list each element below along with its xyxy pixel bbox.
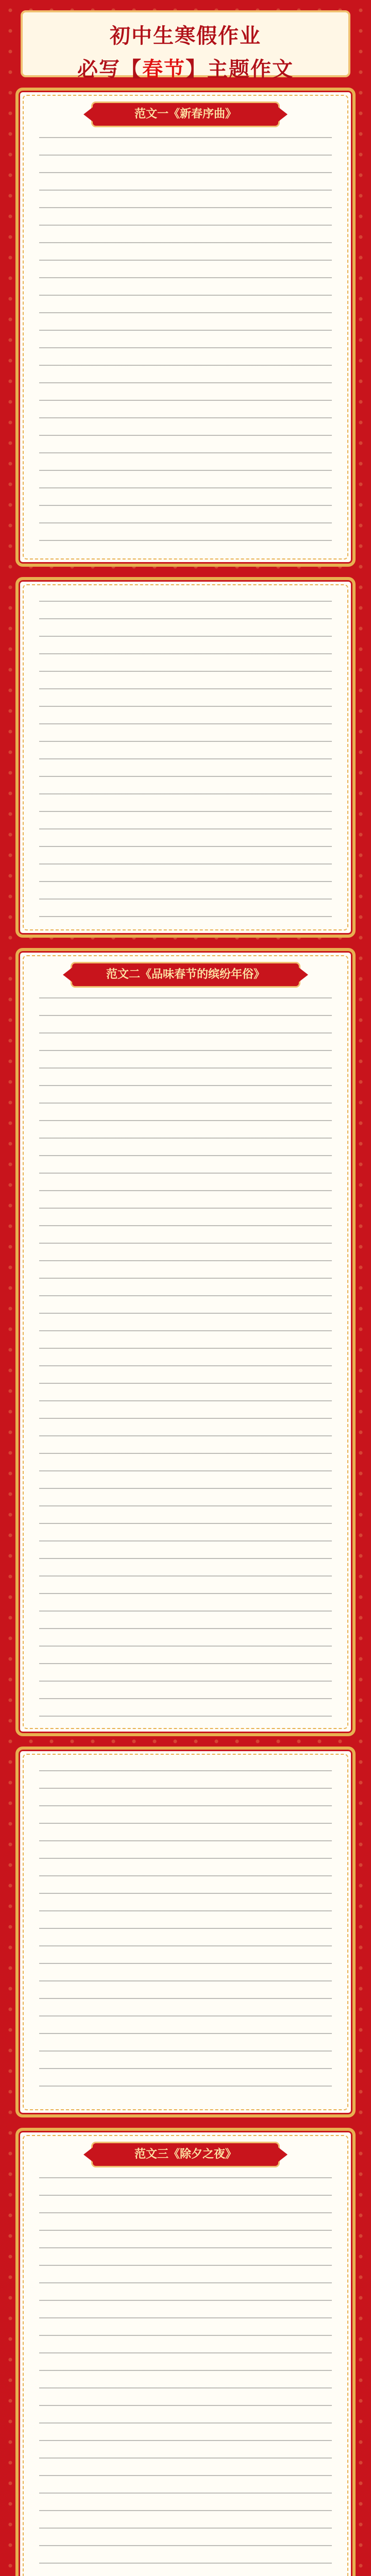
- essay-body-text: [39, 137, 332, 549]
- section-title: 范文三《除夕之夜》: [93, 2143, 278, 2166]
- essay-card-3: [15, 2128, 356, 2576]
- header-title-highlight: 春节: [142, 58, 185, 81]
- header-title-prefix: 必写【: [77, 58, 142, 81]
- essay-body-text: [39, 601, 332, 920]
- essay-body-text: [39, 1770, 332, 2100]
- section-title: 范文二《品味春节的缤纷年俗》: [72, 963, 299, 986]
- header-title-suffix: 】主题作文: [185, 58, 294, 81]
- header-title-line1: 初中生寒假作业: [110, 24, 261, 48]
- section-title: 范文一《新春序曲》: [93, 103, 278, 126]
- essay-card-2b: [15, 1747, 356, 2117]
- essay-body-text: [39, 997, 332, 1719]
- essay-body-text: [39, 2177, 332, 2576]
- document-header: [21, 10, 350, 81]
- essay-card-1a: [15, 88, 356, 567]
- header-title-line2: [23, 53, 348, 82]
- essay-card-2: [15, 948, 356, 1736]
- essay-card-1b: [15, 577, 356, 938]
